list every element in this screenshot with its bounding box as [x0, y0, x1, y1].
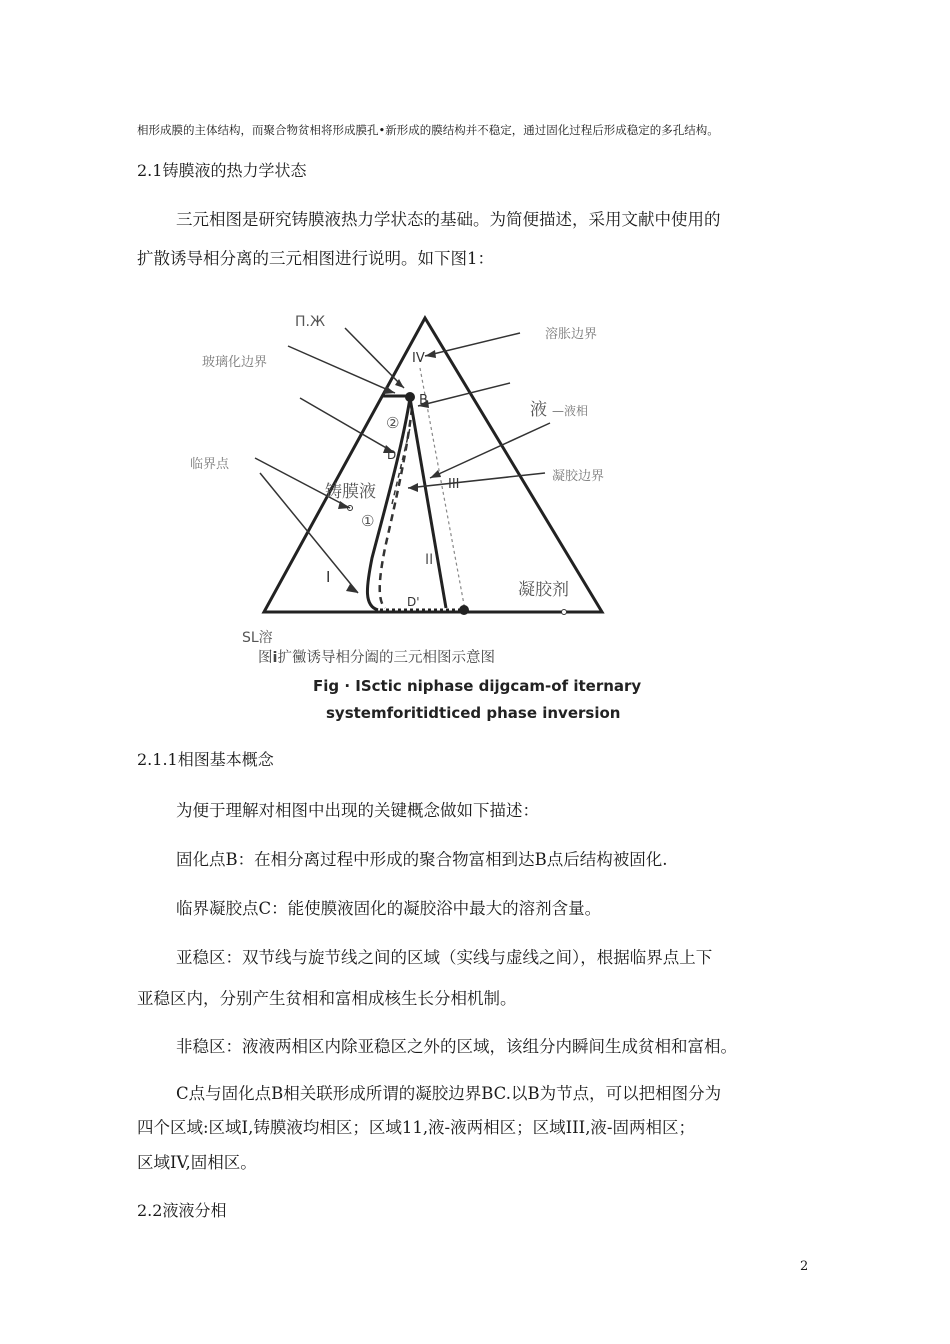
point-b-dot	[405, 392, 415, 402]
circle-1-label: ①	[361, 512, 375, 530]
glass-boundary-arrow	[288, 346, 395, 393]
region-ii-label: II	[425, 552, 434, 568]
point-d-label: D	[387, 448, 397, 462]
page-number: 2	[800, 1259, 809, 1274]
circle-2-label: ②	[386, 414, 400, 432]
paragraph-3: 固化点B：在相分离过程中形成的聚合物富相到达B点后结构被固化.	[176, 850, 668, 869]
region-iv-label: IV	[412, 351, 425, 366]
ternary-phase-diagram	[180, 308, 650, 648]
gel-boundary-line	[410, 398, 446, 608]
paragraph-5-line-2: 亚稳区内，分别产生贫相和富相成核生长分相机制。	[137, 989, 517, 1008]
paragraph-7-line-3: 区域IV,固相区。	[137, 1153, 257, 1172]
dissolution-boundary-label: 溶胀边界	[545, 327, 598, 342]
paragraph-5-line-1: 亚稳区：双节线与旋节线之间的区域（实线与虚线之间），根据临界点上下	[176, 948, 713, 967]
paragraph-7-line-2: 四个区域:区域I,铸膜液均相区；区域11,液-液两相区；区域III,液-固两相区；	[137, 1118, 696, 1137]
point-b-label: B	[419, 393, 428, 408]
figure-caption-en-line-1: Fig · ISctic niphase dijgcam-of iternary	[313, 677, 642, 695]
point-d-bottom-label: D'	[407, 595, 420, 609]
top-label-arrow	[345, 328, 404, 388]
coagulant-dot	[562, 610, 567, 615]
section-heading-2-2: 2.2液液分相	[137, 1201, 227, 1220]
paragraph-2: 为便于理解对相图中出现的关键概念做如下描述：	[176, 801, 539, 820]
gel-boundary-label: 凝胶边界	[552, 469, 605, 484]
casting-solution-label: 铸膜液	[325, 482, 376, 502]
paragraph-1-line-1: 三元相图是研究铸膜液热力学状态的基础。为简便描述，采用文献中使用的	[176, 210, 721, 229]
section-heading-2-1: 2.1铸膜液的热力学状态	[137, 161, 307, 180]
paragraph-7-line-1: C点与固化点B相关联形成所谓的凝胶边界BC.以B为节点，可以把相图分为	[176, 1084, 722, 1103]
region-iii-label: III	[448, 477, 460, 492]
critical-point-label: 临界点	[190, 457, 230, 472]
paragraph-4: 临界凝胶点C：能使膜液固化的凝胶浴中最大的溶剂含量。	[176, 899, 602, 918]
figure-caption-en-line-2: systemforitidticed phase inversion	[326, 704, 621, 722]
point-bottom-dot	[459, 605, 469, 615]
section-heading-2-1-1: 2.1.1相图基本概念	[137, 750, 274, 769]
caption-cn-number: i	[272, 650, 278, 666]
figure-caption-cn	[258, 646, 495, 667]
caption-cn-text: 扩黴诱导相分阖的三元相图示意图	[277, 650, 495, 666]
top-vertex-label: П.Ж	[295, 314, 326, 330]
paragraph-1-line-2: 扩散诱导相分离的三元相图进行说明。如下图1：	[137, 249, 494, 268]
gel-boundary-arrow-2	[430, 423, 550, 478]
coagulant-label: 凝胶剂	[518, 580, 569, 600]
point-d-arrow	[300, 398, 395, 453]
liquid-suffix-label: —液相	[552, 404, 589, 418]
liquid-label: 液	[530, 400, 547, 420]
bottom-left-label: SL溶	[242, 630, 273, 646]
liquid-arrow	[418, 383, 510, 406]
intro-line: 相形成膜的主体结构，而聚合物贫相将形成膜孔•新形成的膜结构并不稳定，通过固化过程后形成稳定的多孔结构。	[137, 123, 719, 137]
caption-cn-prefix: 图	[258, 650, 273, 666]
glass-boundary-label: 玻璃化边界	[202, 355, 268, 370]
region-i-label: I	[326, 568, 331, 586]
paragraph-6: 非稳区：液液两相区内除亚稳区之外的区域，该组分内瞬间生成贫相和富相。	[176, 1037, 737, 1056]
